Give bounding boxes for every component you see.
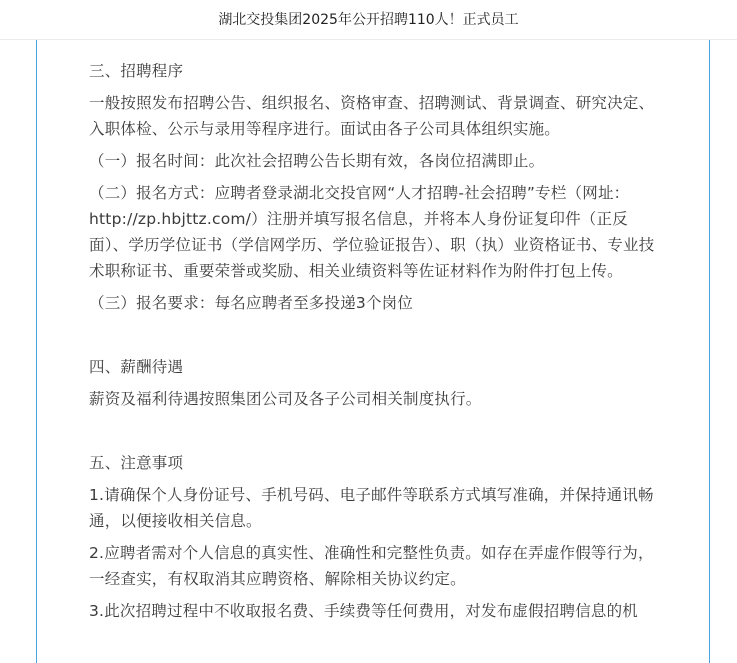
section-heading-procedure: 三、招聘程序 (89, 62, 184, 80)
page-title: 湖北交投集团2025年公开招聘110人！正式员工 (218, 12, 519, 28)
note-item-2: 2.应聘者需对个人信息的真实性、准确性和完整性负责。如存在弄虚作假等行为，一经查实，有权取消其应聘资格、解除相关协议约定。 (89, 544, 654, 588)
article-body (89, 58, 661, 630)
section-heading-notes: 五、注意事项 (89, 454, 184, 472)
salary-text: 薪资及福利待遇按照集团公司及各子公司相关制度执行。 (89, 390, 482, 408)
section-heading-salary: 四、薪酬待遇 (89, 358, 184, 376)
section-gap (89, 322, 661, 354)
registration-method: （二）报名方式：应聘者登录湖北交投官网“人才招聘-社会招聘”专栏（网址：http://zp.hbjttz.com/）注册并填写报名信息，并将本人身份证复印件（正反面）、学历学位证书（学信网学历、学位验证报告）、职（执）业资格证书、专业技术职称证书、重要荣誉或奖励、相关业绩资料等佐证材料作为附件打包上传。 (89, 184, 655, 280)
registration-time: （一）报名时间：此次社会招聘公告长期有效，各岗位招满即止。 (89, 152, 545, 170)
note-item-3: 3.此次招聘过程中不收取报名费、手续费等任何费用，对发布虚假招聘信息的机 (89, 602, 638, 620)
note-item-1: 1.请确保个人身份证号、手机号码、电子邮件等联系方式填写准确，并保持通讯畅通，以便接收相关信息。 (89, 486, 654, 530)
section-gap (89, 418, 661, 450)
registration-requirement: （三）报名要求：每名应聘者至多投递3个岗位 (89, 294, 414, 312)
procedure-intro: 一般按照发布招聘公告、组织报名、资格审查、招聘测试、背景调查、研究决定、入职体检、公示与录用等程序进行。面试由各子公司具体组织实施。 (89, 94, 655, 138)
top-bar (0, 0, 737, 40)
